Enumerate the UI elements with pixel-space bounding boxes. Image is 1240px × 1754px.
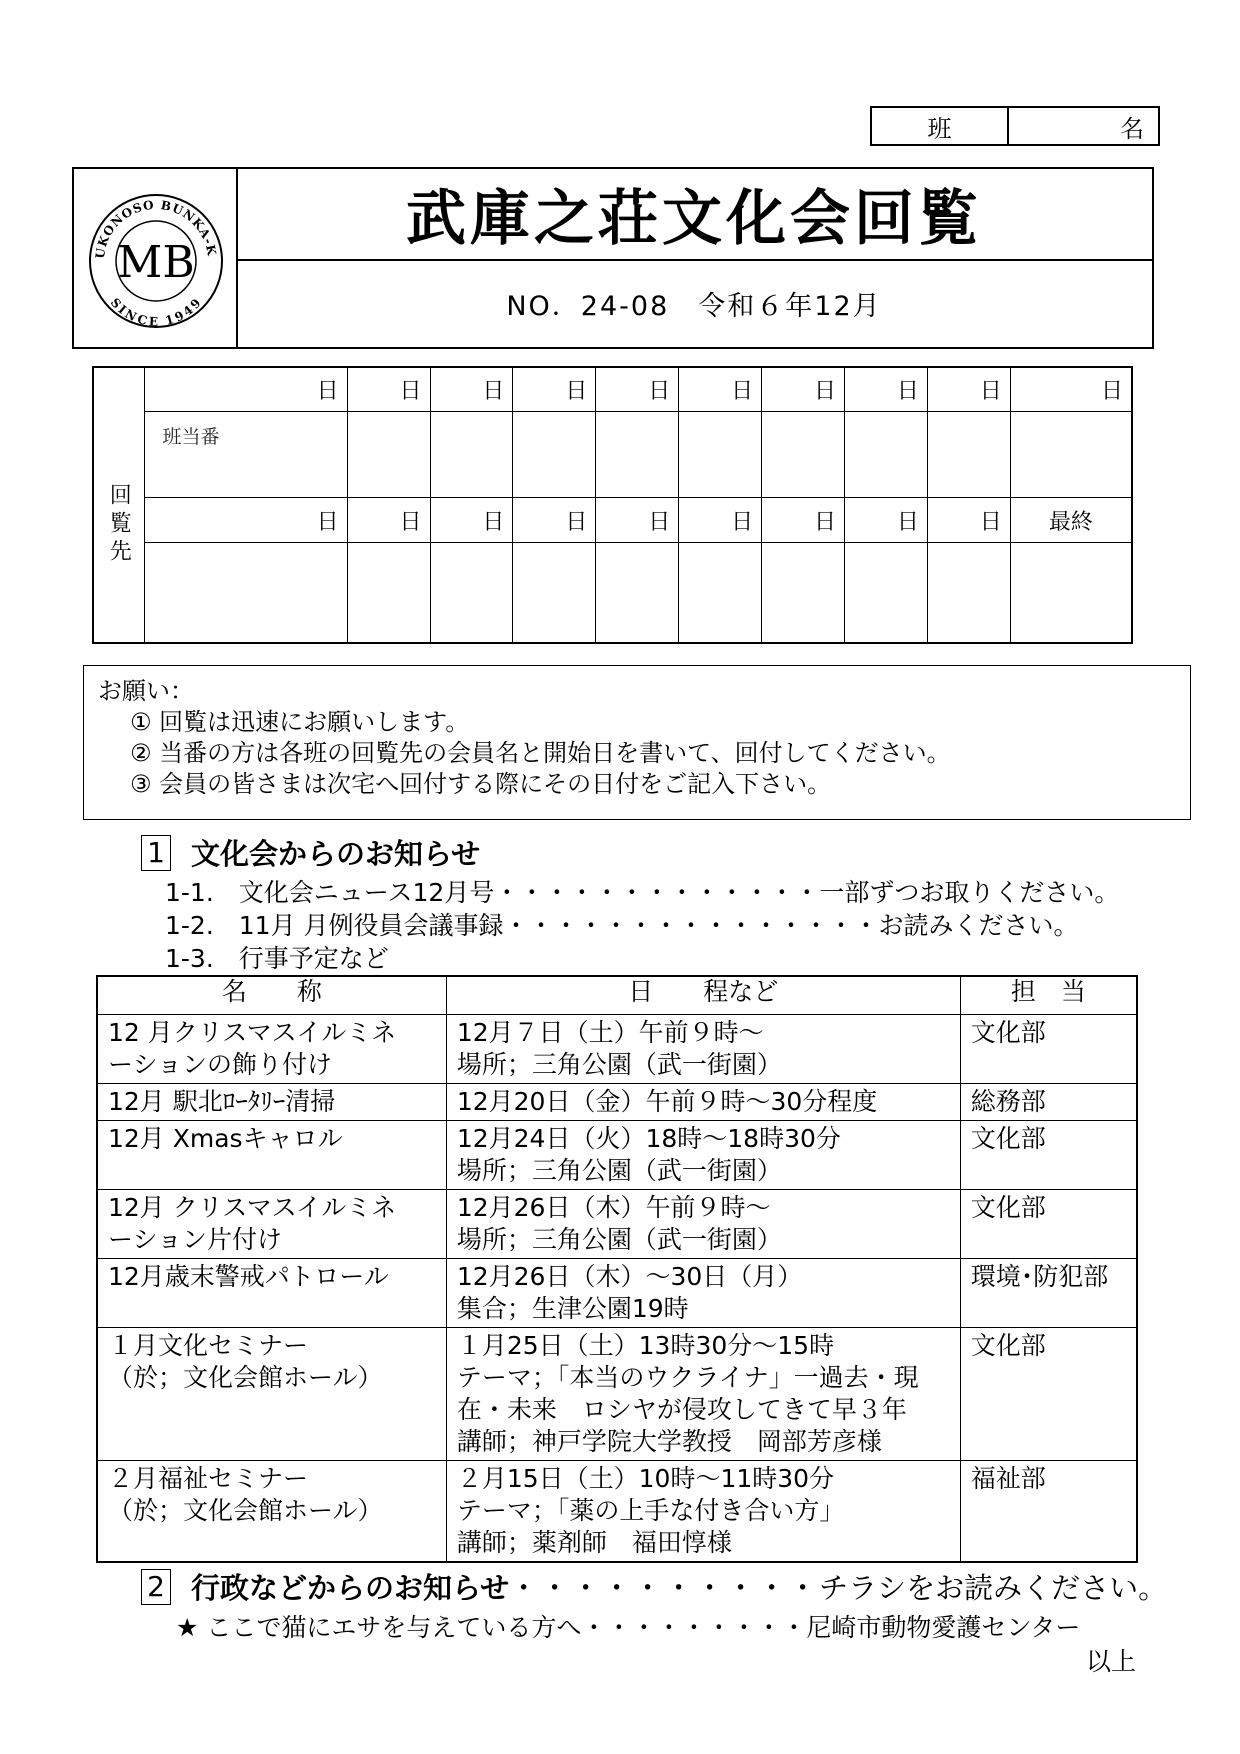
section1-line: 1-3. 行事予定など [165, 944, 389, 973]
logo-cell [74, 169, 238, 347]
event-schedule: 在・未来 ロシヤが侵攻してきて早３年 [456, 1394, 907, 1424]
date-cell[interactable]: 日 [679, 498, 762, 542]
table-row [97, 1120, 1137, 1189]
logo-ring-top: UKONOSO BUNKA-K [92, 197, 219, 260]
section2-title: 行政などからのお知らせ [191, 1571, 510, 1605]
section2-dots: ・・・・・・・・・・ [509, 1571, 820, 1605]
section1-line: 1-2. 11月 月例役員会議事録・・・・・・・・・・・・・・・お読みください。 [165, 911, 1079, 940]
mb-logo [74, 169, 236, 347]
name-cell[interactable] [679, 411, 762, 498]
section2-number: 2 [141, 1569, 171, 1605]
events-table [96, 975, 1138, 1563]
name-cell[interactable] [845, 542, 928, 643]
event-dept: 福祉部 [960, 1460, 1137, 1562]
date-cell[interactable]: 日 [347, 498, 430, 542]
event-schedule: 集合；生津公園19時 [456, 1293, 689, 1323]
date-cell[interactable]: 日 [596, 367, 679, 411]
event-schedule: 12月26日（木）午前９時～ [456, 1192, 771, 1222]
event-name: ーション片付け [108, 1224, 283, 1254]
name-cell[interactable] [596, 542, 679, 643]
event-dept: 文化部 [960, 1120, 1137, 1189]
name-cell[interactable] [596, 411, 679, 498]
request-item: ① 回覧は迅速にお願いします。 [130, 708, 470, 736]
date-cell[interactable]: 日 [845, 498, 928, 542]
han-mei-box [870, 106, 1160, 146]
table-row [97, 1460, 1137, 1562]
event-schedule: テーマ；「本当のウクライナ」一過去・現 [456, 1362, 919, 1392]
event-dept: 環境･防犯部 [960, 1258, 1137, 1327]
table-row [97, 1258, 1137, 1327]
event-dept: 文化部 [960, 1014, 1137, 1083]
event-schedule: 講師；神戸学院大学教授 岡部芳彦様 [456, 1426, 882, 1456]
section1-line: 1-1. 文化会ニュース12月号・・・・・・・・・・・・・一部ずつお取りください。 [165, 878, 1120, 907]
date-cell[interactable]: 日 [430, 367, 513, 411]
event-name: （於；文化会館ホール） [108, 1495, 383, 1525]
event-dept: 文化部 [960, 1327, 1137, 1460]
logo-ring-bottom: SINCE 1949 [107, 295, 205, 329]
table-row [97, 1083, 1137, 1120]
han-label: 班 [872, 108, 1009, 144]
event-name: （於；文化会館ホール） [108, 1362, 383, 1392]
circulation-grid [92, 366, 1133, 644]
event-name: 12 月クリスマスイルミネ [108, 1017, 397, 1047]
name-cell[interactable] [513, 542, 596, 643]
header-box [72, 167, 1154, 349]
name-cell[interactable] [513, 411, 596, 498]
event-schedule: １月25日（土）13時30分～15時 [456, 1330, 835, 1360]
column-header-dept: 担 当 [960, 976, 1137, 1014]
event-schedule: テーマ；「薬の上手な付き合い方」 [456, 1495, 845, 1525]
last-cell[interactable]: 最終 [1010, 498, 1132, 542]
column-header-name: 名 称 [97, 976, 446, 1014]
event-name: ２月福祉セミナー [108, 1463, 309, 1493]
request-box [83, 665, 1191, 820]
date-row-2 [93, 498, 1132, 542]
name-cell[interactable] [1010, 411, 1132, 498]
name-cell[interactable] [762, 542, 845, 643]
table-row [97, 1189, 1137, 1258]
table-row [97, 1014, 1137, 1083]
date-row-1 [93, 367, 1132, 411]
event-schedule: 場所；三角公園（武一街園） [456, 1224, 782, 1254]
column-header-schedule: 日 程など [446, 976, 960, 1014]
name-cell[interactable] [845, 411, 928, 498]
name-cell[interactable] [927, 542, 1010, 643]
date-cell[interactable]: 日 [927, 498, 1010, 542]
event-dept: 総務部 [960, 1083, 1137, 1120]
event-schedule: 12月20日（金）午前９時～30分程度 [456, 1086, 878, 1116]
date-cell[interactable]: 日 [513, 367, 596, 411]
date-cell[interactable]: 日 [845, 367, 928, 411]
date-cell[interactable]: 日 [1010, 367, 1132, 411]
date-cell[interactable]: 日 [596, 498, 679, 542]
event-dept: 文化部 [960, 1189, 1137, 1258]
name-cell[interactable] [144, 542, 347, 643]
name-cell[interactable] [430, 542, 513, 643]
date-cell[interactable]: 日 [347, 367, 430, 411]
event-schedule: 講師；薬剤師 福田惇様 [456, 1527, 732, 1557]
name-cell[interactable] [927, 411, 1010, 498]
event-name: 12月歳末警戒パトロール [108, 1261, 389, 1291]
event-name: １月文化セミナー [108, 1330, 309, 1360]
name-row-2 [93, 542, 1132, 643]
date-cell[interactable]: 日 [513, 498, 596, 542]
date-cell[interactable]: 日 [679, 367, 762, 411]
section2-heading [141, 1566, 1167, 1607]
name-row-1 [93, 411, 1132, 498]
date-cell[interactable]: 日 [762, 367, 845, 411]
event-name: 12月 クリスマスイルミネ [108, 1192, 397, 1222]
mei-label: 名 [1120, 114, 1144, 143]
date-cell[interactable]: 日 [144, 498, 347, 542]
duty-cell[interactable]: 班当番 [144, 411, 347, 498]
date-cell[interactable]: 日 [927, 367, 1010, 411]
event-schedule: 場所；三角公園（武一街園） [456, 1049, 782, 1079]
request-heading: お願い： [98, 677, 194, 705]
request-item: ③ 会員の皆さまは次宅へ回付する際にその日付をご記入下さい。 [130, 770, 832, 798]
name-cell[interactable] [762, 411, 845, 498]
event-name: 12月 駅北ﾛｰﾀﾘｰ清掃 [108, 1086, 336, 1116]
date-cell[interactable]: 日 [430, 498, 513, 542]
name-cell[interactable] [430, 411, 513, 498]
section1-heading [141, 832, 480, 873]
event-schedule: 12月７日（土）午前９時～ [456, 1017, 764, 1047]
section1-number: 1 [141, 835, 171, 871]
date-cell[interactable]: 日 [762, 498, 845, 542]
logo-initials: MB [117, 237, 195, 288]
name-cell[interactable] [1010, 542, 1132, 643]
request-item: ② 当番の方は各班の回覧先の会員名と開始日を書いて、回付してください。 [130, 739, 951, 767]
name-cell[interactable] [679, 542, 762, 643]
table-header-row [97, 976, 1137, 1014]
circulation-label: 回覧先 [93, 367, 144, 643]
event-schedule: 12月24日（火）18時～18時30分 [456, 1123, 841, 1153]
table-row [97, 1327, 1137, 1460]
event-schedule: 場所；三角公園（武一街園） [456, 1155, 782, 1185]
section1-title: 文化会からのお知らせ [191, 837, 481, 871]
section2-tail: チラシをお読みください。 [819, 1571, 1168, 1605]
event-schedule: 12月26日（木）～30日（月） [456, 1261, 803, 1291]
section2-note: ★ ここで猫にエサを与えている方へ・・・・・・・・・尼崎市動物愛護センター [176, 1613, 1081, 1642]
end-mark: 以上 [1086, 1647, 1137, 1676]
date-cell[interactable]: 日 [144, 367, 347, 411]
issue-number: NO．24-08 令和６年12月 [506, 290, 882, 322]
event-name: 12月 Xmasキャロル [108, 1123, 343, 1153]
name-cell[interactable] [347, 411, 430, 498]
page-title: 武庫之荘文化会回覧 [236, 169, 1152, 261]
name-cell[interactable] [347, 542, 430, 643]
event-schedule: ２月15日（土）10時～11時30分 [456, 1463, 835, 1493]
event-name: ーションの飾り付け [108, 1049, 333, 1079]
